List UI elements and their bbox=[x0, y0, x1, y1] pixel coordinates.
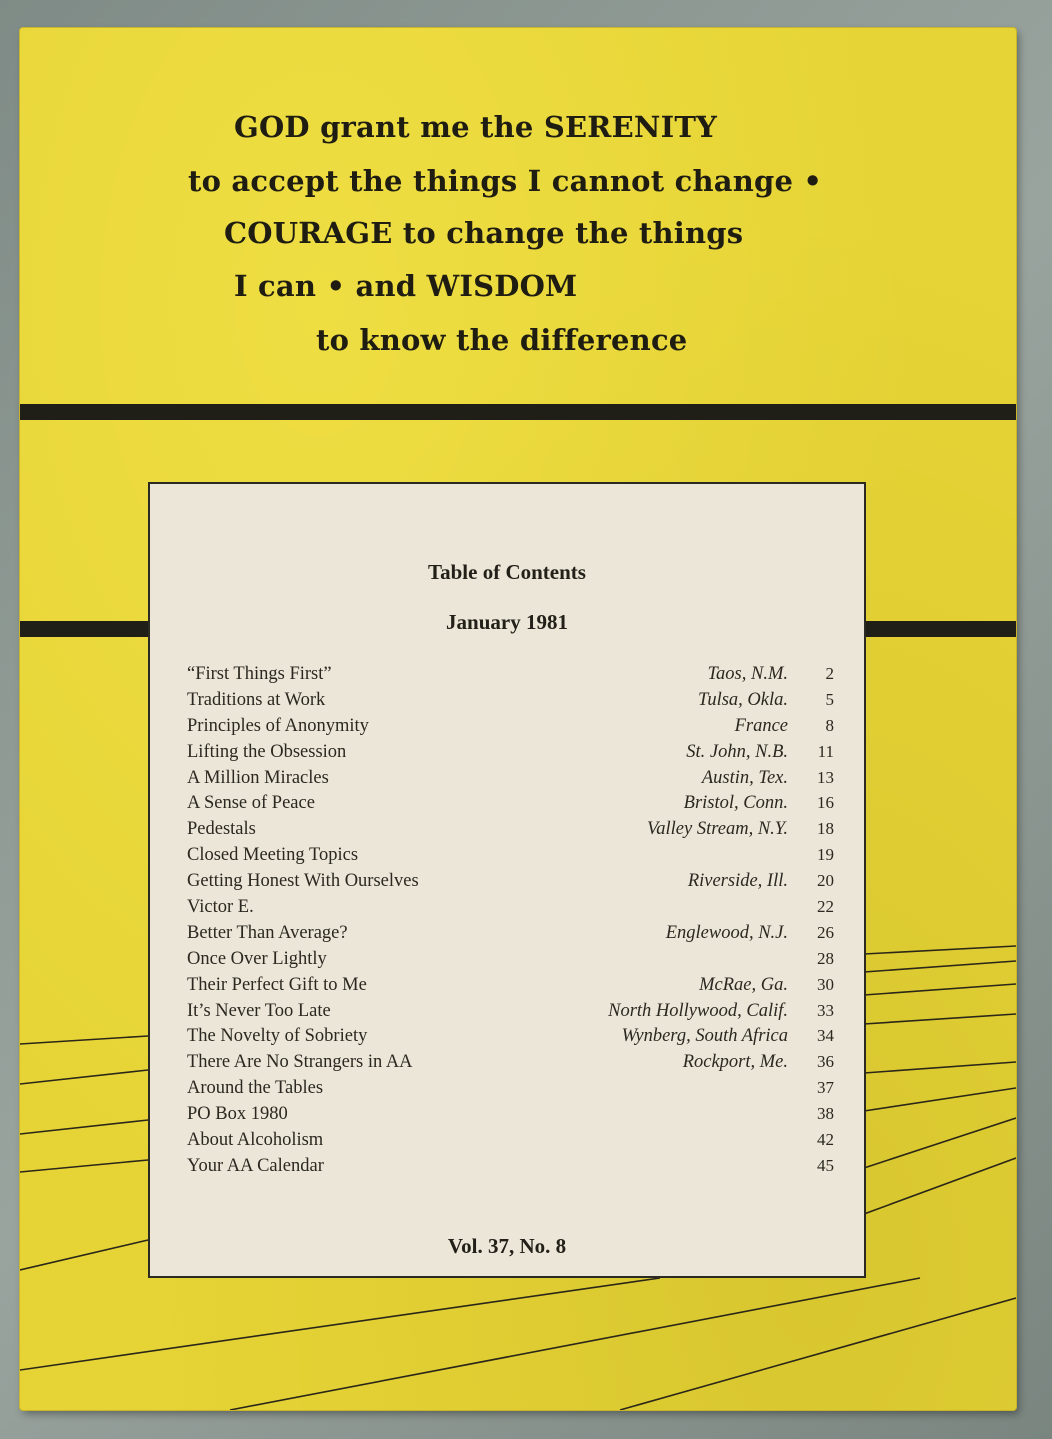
article-location: Englewood, N.J. bbox=[665, 922, 788, 943]
article-location: France bbox=[734, 715, 788, 736]
deco-line bbox=[864, 1062, 1016, 1073]
table-of-contents-panel bbox=[148, 482, 866, 1278]
deco-line bbox=[20, 1070, 148, 1084]
article-page: 33 bbox=[817, 1000, 834, 1020]
article-location: Taos, N.M. bbox=[707, 664, 788, 684]
article-location: McRae, Ga. bbox=[699, 974, 788, 995]
article-title: About Alcoholism bbox=[187, 1130, 324, 1151]
deco-line bbox=[20, 1036, 148, 1044]
article-title: Traditions at Work bbox=[187, 689, 326, 710]
toc-entry bbox=[150, 1130, 864, 1156]
article-title: A Million Miracles bbox=[187, 767, 329, 788]
article-page: 13 bbox=[817, 767, 834, 787]
prayer-line-2: to accept the things I cannot change • bbox=[188, 164, 823, 198]
article-title: Closed Meeting Topics bbox=[187, 845, 359, 866]
deco-line bbox=[20, 1160, 148, 1172]
toc-entry bbox=[150, 923, 864, 949]
toc-entry bbox=[150, 690, 864, 716]
article-title: PO Box 1980 bbox=[187, 1104, 288, 1125]
article-page: 42 bbox=[817, 1130, 834, 1150]
article-title: A Sense of Peace bbox=[187, 793, 315, 814]
article-location: Rockport, Me. bbox=[682, 1052, 788, 1073]
toc-entry bbox=[150, 871, 864, 897]
article-page: 8 bbox=[825, 715, 834, 735]
article-page: 2 bbox=[825, 664, 834, 683]
toc-entry bbox=[150, 1078, 864, 1104]
article-title: The Novelty of Sobriety bbox=[187, 1026, 368, 1047]
toc-entry bbox=[150, 1104, 864, 1130]
toc-entry bbox=[150, 664, 864, 690]
article-page: 30 bbox=[817, 974, 834, 994]
toc-entry bbox=[150, 819, 864, 845]
article-title: Pedestals bbox=[187, 819, 256, 840]
deco-line bbox=[864, 1158, 1016, 1214]
deco-line bbox=[20, 1240, 148, 1270]
article-title: Principles of Anonymity bbox=[187, 715, 369, 736]
article-location: Bristol, Conn. bbox=[683, 793, 788, 814]
article-location: Austin, Tex. bbox=[701, 767, 788, 788]
toc-entry bbox=[150, 897, 864, 923]
article-location: Wynberg, South Africa bbox=[621, 1026, 788, 1047]
toc-entry bbox=[150, 975, 864, 1001]
article-page: 28 bbox=[817, 948, 834, 968]
magazine-back-cover bbox=[20, 28, 1016, 1410]
article-location: St. John, N.B. bbox=[686, 741, 788, 762]
deco-line bbox=[864, 946, 1016, 954]
toc-entry bbox=[150, 845, 864, 871]
article-page: 19 bbox=[817, 845, 834, 865]
article-title: Victor E. bbox=[187, 897, 254, 918]
article-location: Valley Stream, N.Y. bbox=[647, 819, 788, 840]
article-title: Better Than Average? bbox=[187, 922, 348, 943]
article-page: 20 bbox=[817, 871, 834, 891]
article-title: Once Over Lightly bbox=[187, 948, 327, 969]
article-page: 45 bbox=[817, 1155, 834, 1175]
article-title: It’s Never Too Late bbox=[187, 1000, 331, 1021]
article-location: North Hollywood, Calif. bbox=[608, 1000, 788, 1021]
toc-entry bbox=[150, 716, 864, 742]
article-page: 5 bbox=[825, 689, 834, 709]
article-title: Around the Tables bbox=[187, 1078, 324, 1099]
toc-entry bbox=[150, 1026, 864, 1052]
deco-line bbox=[230, 1278, 920, 1410]
article-page: 26 bbox=[817, 922, 834, 942]
toc-entry bbox=[150, 1156, 864, 1182]
deco-line bbox=[864, 984, 1016, 995]
article-page: 16 bbox=[817, 793, 834, 813]
deco-line bbox=[620, 1298, 1016, 1410]
prayer-line-4: I can • and WISDOM bbox=[234, 269, 578, 303]
article-title: Lifting the Obsession bbox=[187, 741, 347, 762]
deco-line bbox=[864, 1088, 1016, 1111]
article-title: Your AA Calendar bbox=[187, 1155, 324, 1176]
deco-line bbox=[20, 1120, 148, 1134]
volume-number: Vol. 37, No. 8 bbox=[447, 1234, 567, 1258]
deco-line bbox=[864, 1014, 1016, 1024]
article-title: “First Things First” bbox=[187, 664, 332, 684]
prayer-line-5: to know the difference bbox=[316, 323, 688, 357]
article-page: 37 bbox=[817, 1078, 834, 1098]
article-title: Their Perfect Gift to Me bbox=[187, 974, 367, 995]
toc-list bbox=[150, 664, 864, 1182]
article-location: Riverside, Ill. bbox=[687, 871, 788, 892]
issue-date: January 1981 bbox=[446, 610, 568, 634]
article-page: 22 bbox=[817, 897, 834, 917]
toc-entry bbox=[150, 1052, 864, 1078]
toc-title: Table of Contents bbox=[428, 560, 586, 584]
prayer-line-1: GOD grant me the SERENITY bbox=[234, 110, 718, 144]
article-title: Getting Honest With Ourselves bbox=[187, 871, 419, 892]
toc-entry bbox=[150, 1001, 864, 1027]
article-page: 36 bbox=[817, 1052, 834, 1072]
article-page: 38 bbox=[817, 1104, 834, 1124]
deco-line bbox=[20, 1278, 660, 1370]
article-page: 34 bbox=[817, 1026, 834, 1046]
toc-entry bbox=[150, 768, 864, 794]
toc-entry bbox=[150, 949, 864, 975]
article-location: Tulsa, Okla. bbox=[698, 689, 788, 710]
deco-line bbox=[864, 1118, 1016, 1168]
toc-entry bbox=[150, 742, 864, 768]
toc-entry bbox=[150, 793, 864, 819]
article-page: 18 bbox=[817, 819, 834, 839]
prayer-line-3: COURAGE to change the things bbox=[224, 216, 744, 250]
deco-line bbox=[864, 961, 1016, 972]
article-page: 11 bbox=[817, 741, 834, 761]
article-title: There Are No Strangers in AA bbox=[187, 1052, 413, 1073]
